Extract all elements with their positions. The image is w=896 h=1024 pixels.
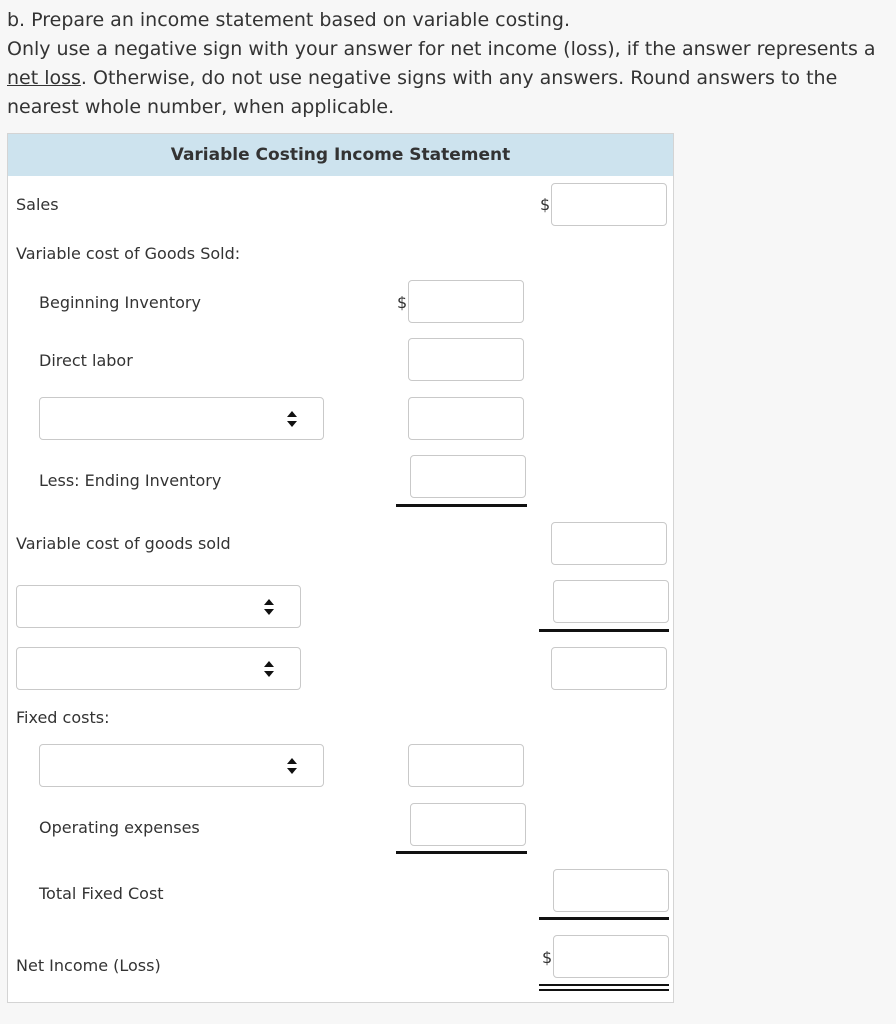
operating-expenses-label: Operating expenses xyxy=(39,818,200,837)
fixed-item-select[interactable] xyxy=(39,744,324,787)
instruction-line-1: b. Prepare an income statement based on variable costing. xyxy=(7,9,571,31)
line-item-1-select[interactable] xyxy=(16,585,301,628)
select-arrows-icon xyxy=(287,758,297,774)
line-item-2-select[interactable] xyxy=(16,647,301,690)
direct-labor-input[interactable] xyxy=(408,338,524,381)
subtotal-underline xyxy=(396,504,527,507)
net-income-dollar-sign: $ xyxy=(542,948,553,967)
beginning-inventory-input[interactable] xyxy=(408,280,524,323)
total-fixed-cost-label: Total Fixed Cost xyxy=(39,884,164,903)
fixed-costs-underline xyxy=(396,851,527,854)
ending-inventory-input[interactable] xyxy=(410,455,526,498)
sales-label: Sales xyxy=(16,195,59,214)
fixed-costs-header: Fixed costs: xyxy=(16,708,110,727)
variable-cogs-input[interactable] xyxy=(551,522,667,565)
line-item-2-amount-input[interactable] xyxy=(551,647,667,690)
instruction-line-2: Only use a negative sign with your answer for net income (loss), if the answer represents a xyxy=(7,38,876,60)
variable-cogs-header: Variable cost of Goods Sold: xyxy=(16,244,241,263)
operating-expenses-input[interactable] xyxy=(410,803,526,846)
total-fixed-cost-input[interactable] xyxy=(553,869,669,912)
select-arrows-icon xyxy=(264,599,274,615)
variable-cogs-label: Variable cost of goods sold xyxy=(16,534,231,553)
income-statement-card xyxy=(7,133,674,1003)
select-arrows-icon xyxy=(287,411,297,427)
ending-inventory-label: Less: Ending Inventory xyxy=(39,471,222,490)
direct-labor-label: Direct labor xyxy=(39,351,133,370)
contribution-underline xyxy=(539,629,669,632)
sales-dollar-sign: $ xyxy=(540,195,551,214)
net-income-double-underline-bottom xyxy=(539,989,669,991)
net-income-double-underline-top xyxy=(539,984,669,986)
beginning-inventory-label: Beginning Inventory xyxy=(39,293,201,312)
net-loss-link[interactable]: net loss xyxy=(7,67,81,89)
vcogs-item-amount-input[interactable] xyxy=(408,397,524,440)
fixed-item-amount-input[interactable] xyxy=(408,744,524,787)
instruction-line-3 xyxy=(7,64,887,93)
net-income-label: Net Income (Loss) xyxy=(16,956,161,975)
beginning-inventory-dollar-sign: $ xyxy=(397,293,408,312)
vcogs-item-select[interactable] xyxy=(39,397,324,440)
statement-title: Variable Costing Income Statement xyxy=(8,134,673,176)
instructions xyxy=(7,6,887,122)
sales-input[interactable] xyxy=(551,183,667,226)
line-item-1-amount-input[interactable] xyxy=(553,580,669,623)
instruction-line-4: nearest whole number, when applicable. xyxy=(7,96,395,118)
net-income-input[interactable] xyxy=(553,935,669,978)
total-fixed-underline xyxy=(539,917,669,920)
select-arrows-icon xyxy=(264,661,274,677)
instruction-line-3-rest: . Otherwise, do not use negative signs with any answers. Round answers to the xyxy=(80,67,838,89)
